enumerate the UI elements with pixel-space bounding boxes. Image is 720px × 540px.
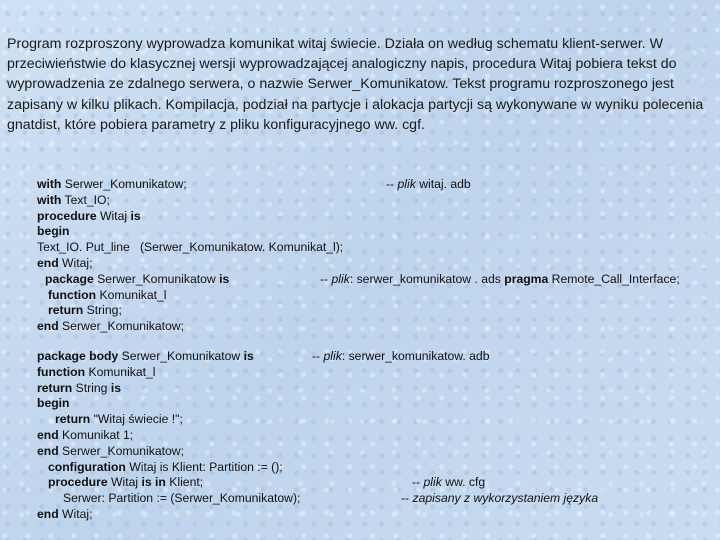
keyword: procedure xyxy=(48,475,108,490)
file-comment xyxy=(320,272,680,288)
keyword: is xyxy=(130,208,141,223)
code-text: "Witaj świecie !"; xyxy=(90,412,183,427)
comment-text: : serwer_komunikatow. adb xyxy=(341,349,490,363)
keyword: package xyxy=(45,271,94,286)
code-text: Witaj; xyxy=(58,506,93,521)
code-line xyxy=(37,444,717,460)
code-line xyxy=(37,428,717,444)
code-text: Serwer_Komunikatow; xyxy=(58,443,184,458)
code-line xyxy=(37,396,717,412)
code-text: Text_IO. Put_line (Serwer_Komunikatow. Komunikat_l); xyxy=(37,240,344,255)
comment-prefix: -- xyxy=(401,491,413,506)
code-text: Serwer_Komunikatow xyxy=(118,349,244,363)
keyword: is in xyxy=(141,475,166,490)
comment-italic: plik xyxy=(397,177,416,191)
keyword: is xyxy=(243,349,254,363)
code-text: Serwer_Komunikatow xyxy=(93,271,220,286)
file-comment xyxy=(312,349,490,365)
code-text: Serwer_Komunikatow; xyxy=(61,177,187,191)
code-line xyxy=(37,193,717,209)
code-line xyxy=(37,365,717,381)
comment-prefix: -- xyxy=(320,271,332,286)
comment-prefix: -- xyxy=(312,349,324,363)
code-text: Witaj is Klient: Partition := (); xyxy=(125,459,283,474)
code-line xyxy=(37,460,717,476)
file-comment xyxy=(386,177,471,193)
keyword: return xyxy=(37,380,73,395)
code-text: Serwer: Partition := (Serwer_Komunikatow); xyxy=(63,491,301,506)
keyword: with xyxy=(37,192,62,207)
keyword: procedure xyxy=(37,208,97,223)
code-line xyxy=(37,177,717,193)
comment-italic: plik xyxy=(323,349,342,363)
code-line xyxy=(37,240,717,256)
code-text: Serwer_Komunikatow; xyxy=(58,319,184,334)
code-text: Text_IO; xyxy=(61,192,110,207)
comment-text: ww. cfg xyxy=(441,475,486,490)
code-text: Witaj; xyxy=(58,255,93,270)
keyword: is xyxy=(219,271,230,286)
code-block-client xyxy=(37,177,717,335)
comment-prefix: -- xyxy=(412,475,424,490)
keyword: end xyxy=(37,255,59,270)
keyword: configuration xyxy=(48,459,126,474)
code-line xyxy=(37,349,717,365)
code-line xyxy=(37,303,717,319)
code-line xyxy=(37,272,717,288)
keyword: end xyxy=(37,427,59,442)
comment-italic: zapisany z wykorzystaniem języka xyxy=(412,491,599,506)
code-text: Witaj xyxy=(107,475,142,490)
keyword: function xyxy=(37,364,86,379)
comment-prefix: -- xyxy=(386,177,398,191)
comment-text: : serwer_komunikatow . ads xyxy=(349,271,505,286)
code-block-server xyxy=(37,349,717,523)
comment-text: witaj. adb xyxy=(415,177,471,191)
code-line xyxy=(37,507,717,523)
keyword: end xyxy=(37,506,59,521)
code-line xyxy=(37,475,717,491)
keyword: with xyxy=(37,177,62,191)
code-line xyxy=(37,412,717,428)
comment-text: Remote_Call_Interface; xyxy=(548,271,680,286)
keyword: begin xyxy=(37,224,70,239)
file-comment xyxy=(401,491,598,507)
code-text: String xyxy=(72,380,111,395)
code-line xyxy=(37,209,717,225)
code-line xyxy=(37,491,717,507)
comment-italic: plik xyxy=(423,475,442,490)
code-text: Komunikat 1; xyxy=(58,427,134,442)
code-line xyxy=(37,319,717,335)
intro-paragraph: Program rozproszony wyprowadza komunikat witaj świecie. Działa on według schematu klient-serwer. W przeciwieństwie do klasycznej wersji wyprowadzającej analogiczny napis, procedura Witaj pobiera tekst do wyprowadzenia ze zdalnego serwera, o nazwie Serwer_Komunikatow. Tekst programu rozproszonego jest zapisany w kilku plikach. Kompilacja, podział na partycje i alokacja partycji są wykonywane w wyniku polecenia gnatdist, które pobiera parametry z pliku konfiguracyjnego ww. cgf. xyxy=(7,36,704,133)
keyword: package body xyxy=(37,349,119,363)
keyword: is xyxy=(110,380,122,395)
code-text: Witaj xyxy=(96,208,131,223)
code-text: String; xyxy=(83,303,122,318)
code-text: Komunikat_l xyxy=(85,364,156,379)
keyword: function xyxy=(48,287,97,302)
keyword: pragma xyxy=(504,271,549,286)
code-line xyxy=(37,224,717,240)
keyword: end xyxy=(37,443,59,458)
file-comment xyxy=(412,475,485,491)
keyword: begin xyxy=(37,396,70,411)
keyword: end xyxy=(37,319,59,334)
code-line xyxy=(37,381,717,397)
comment-italic: plik xyxy=(331,271,350,286)
keyword: return xyxy=(48,303,84,318)
code-line xyxy=(37,288,717,304)
code-text: Komunikat_l xyxy=(96,287,167,302)
code-line xyxy=(37,256,717,272)
code-text: Klient; xyxy=(165,475,204,490)
keyword: return xyxy=(55,412,91,427)
